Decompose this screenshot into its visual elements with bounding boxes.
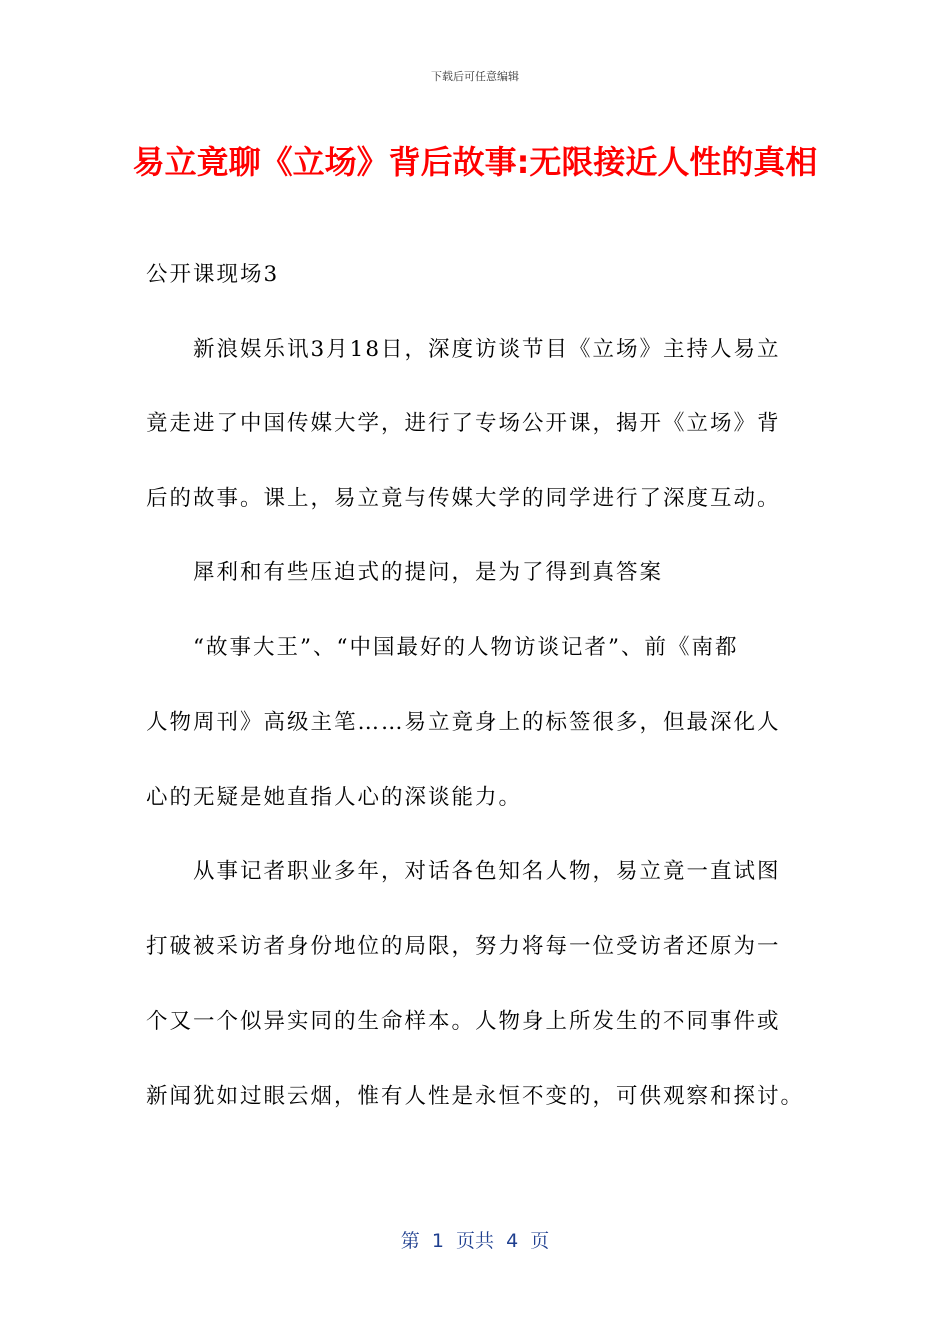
subheading-line: 犀利和有些压迫式的提问，是为了得到真答案 xyxy=(146,560,664,585)
page-footer: 第 1 页共 4 页 xyxy=(400,1230,550,1252)
paragraph-line: 心的无疑是她直指人心的深谈能力。 xyxy=(146,785,523,810)
paragraph-line: 新浪娱乐讯3月18日，深度访谈节目《立场》主持人易立 xyxy=(146,337,781,362)
paragraph-line: 新闻犹如过眼云烟，惟有人性是永恒不变的，可供观察和探讨。 xyxy=(146,1084,805,1109)
page-title: 易立竟聊《立场》背后故事:无限接近人性的真相 xyxy=(132,143,818,181)
paragraph-line: 打破被采访者身份地位的局限，努力将每一位受访者还原为一 xyxy=(146,934,781,959)
paragraph-line: 从事记者职业多年，对话各色知名人物，易立竟一直试图 xyxy=(146,859,781,884)
paragraph-line: 人物周刊》高级主笔……易立竟身上的标签很多，但最深化人 xyxy=(146,710,781,735)
paragraph-line: 竟走进了中国传媒大学，进行了专场公开课，揭开《立场》背 xyxy=(146,411,781,436)
paragraph-line: 后的故事。课上，易立竟与传媒大学的同学进行了深度互动。 xyxy=(146,486,781,511)
paragraph-line: 个又一个似异实同的生命样本。人物身上所发生的不同事件或 xyxy=(146,1009,781,1034)
header-note: 下载后可任意编辑 xyxy=(431,70,519,83)
section-label: 公开课现场3 xyxy=(146,262,280,287)
paragraph-line: “故事大王”、“中国最好的人物访谈记者”、前《南都 xyxy=(146,635,739,660)
